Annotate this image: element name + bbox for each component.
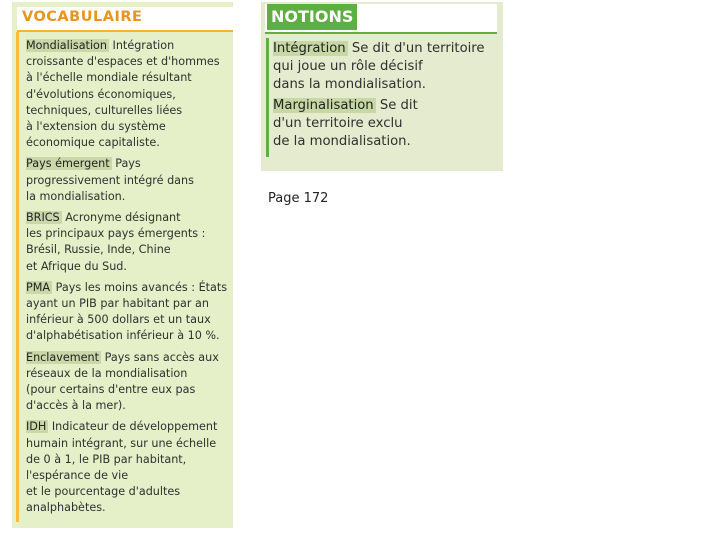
definition-term: BRICS xyxy=(26,211,60,225)
definition-entry xyxy=(26,156,232,205)
definition-entry xyxy=(26,38,232,151)
definition-text-line: Indicateur de développement xyxy=(48,420,218,434)
vocabulary-header xyxy=(17,7,233,32)
definition-entry xyxy=(273,97,499,151)
definition-text-line: dans la mondialisation. xyxy=(273,77,426,92)
definition-term: Enclavement xyxy=(26,350,100,364)
definition-text-line: de la mondialisation. xyxy=(273,134,411,149)
definition-term: Intégration xyxy=(273,41,346,56)
definition-text-line: progressivement intégré dans xyxy=(26,173,194,187)
vocabulary-rule xyxy=(16,32,19,522)
notions-panel xyxy=(261,2,503,171)
definition-text-line: Acronyme désignant xyxy=(61,211,181,225)
definition-text-line: Intégration xyxy=(108,39,175,52)
definition-text-line: croissante d'espaces et d'hommes xyxy=(26,55,220,69)
definition-text-line: ayant un PIB par habitant par an xyxy=(26,297,209,311)
notions-rule xyxy=(266,38,269,157)
definition-entry xyxy=(26,210,232,275)
definition-term: Marginalisation xyxy=(273,98,374,113)
vocabulary-entries xyxy=(26,38,232,522)
definition-text-line: la mondialisation. xyxy=(26,189,126,203)
notions-title: NOTIONS xyxy=(267,4,357,30)
definition-text-line: réseaux de la mondialisation xyxy=(26,366,188,380)
notions-entries xyxy=(273,40,499,154)
definition-text-line: économique capitaliste. xyxy=(26,136,160,150)
definition-term: PMA xyxy=(26,280,51,294)
definition-text-line: à l'extension du système xyxy=(26,120,166,134)
definition-text-line: d'alphabétisation inférieur à 10 %. xyxy=(26,329,220,343)
definition-text-line: Pays xyxy=(111,157,141,171)
definition-text-line: analphabètes. xyxy=(26,501,106,515)
definition-text-line: l'espérance de vie xyxy=(26,469,129,483)
page-number: Page 172 xyxy=(268,191,329,206)
definition-entry xyxy=(26,280,232,345)
definition-text-line: Brésil, Russie, Inde, Chine xyxy=(26,243,171,257)
definition-text-line: inférieur à 500 dollars et un taux xyxy=(26,313,211,327)
definition-term: IDH xyxy=(26,420,47,434)
definition-text-line: d'accès à la mer). xyxy=(26,399,126,413)
vocabulary-panel xyxy=(12,2,233,528)
notions-header xyxy=(265,4,497,34)
definition-term: Mondialisation xyxy=(26,39,107,52)
definition-text-line: les principaux pays émergents : xyxy=(26,227,206,241)
definition-entry xyxy=(273,40,499,94)
definition-entry xyxy=(26,419,232,516)
definition-text-line: et le pourcentage d'adultes xyxy=(26,485,181,499)
definition-text-line: de 0 à 1, le PIB par habitant, xyxy=(26,452,187,466)
definition-text-line: et Afrique du Sud. xyxy=(26,259,127,273)
definition-text-line: d'un territoire exclu xyxy=(273,116,403,131)
definition-text-line: d'évolutions économiques, xyxy=(26,87,176,101)
definition-entry xyxy=(26,350,232,415)
definition-text-line: Se dit d'un territoire xyxy=(347,41,485,56)
definition-text-line: (pour certains d'entre eux pas xyxy=(26,383,196,397)
definition-term: Pays émergent xyxy=(26,157,110,171)
definition-text-line: humain intégrant, sur une échelle xyxy=(26,436,217,450)
definition-text-line: Se dit xyxy=(375,98,418,113)
definition-text-line: qui joue un rôle décisif xyxy=(273,59,423,74)
definition-text-line: à l'échelle mondiale résultant xyxy=(26,71,192,85)
definition-text-line: techniques, culturelles liées xyxy=(26,103,183,117)
definition-text-line: Pays sans accès aux xyxy=(101,350,219,364)
vocabulary-title: VOCABULAIRE xyxy=(22,9,143,25)
definition-text-line: Pays les moins avancés : États xyxy=(52,280,228,294)
